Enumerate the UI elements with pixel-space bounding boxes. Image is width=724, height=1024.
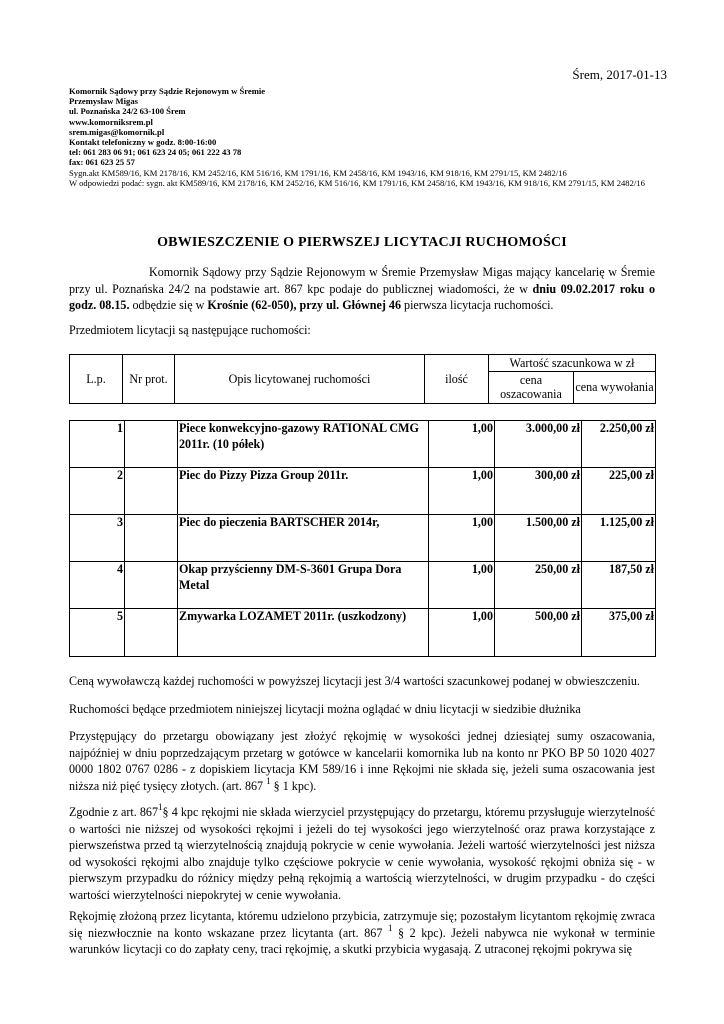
item-description: Piec do Pizzy Pizza Group 2011r.: [178, 468, 429, 515]
item-description: Piec do pieczenia BARTSCHER 2014r,: [178, 515, 429, 562]
document-date: Śrem, 2017-01-13: [572, 67, 667, 82]
intro-paragraph: [69, 264, 655, 314]
item-quantity: 1,00: [429, 468, 495, 515]
item-description: Zmywarka LOZAMET 2011r. (uszkodzony): [178, 609, 429, 657]
item-lp: 3: [70, 515, 125, 562]
item-estimate: 300,00 zł: [495, 468, 582, 515]
reply-references: W odpowiedzi podać: sygn. akt KM589/16, KM 2178/16, KM 2452/16, KM 516/16, KM 1791/16, KM 2458/16, KM 1943/16, KM 918/16, KM 2791/15, KM 2482/16: [69, 177, 645, 188]
creditor-text-2: § 4 kpc rękojmi nie składa wierzyciel przystępujący do przetargu, któremu przysługuje wierzytelność o wartości nie niższej od wysokości rękojmi i jeżeli do tej wysokości jego wierzytelność oraz prawa korzystające z pierwszeństwa przed tą wierzytelnością znajdują pokrycie w cenie wywołania. Jeżeli wartość wierzytelności jest niższa od wysokości rękojmi albo znajduje tylko częściowe pokrycie w cenie wywołania, wysokość rękojmi obniża się - w pierwszym przypadku do różnicy między pełną rękojmią a wartością wierzytelności, w drugim przypadku - do części wartości wierzytelności niepokrytej w cenie wywołania.: [69, 805, 655, 902]
item-starting-price: 1.125,00 zł: [582, 515, 656, 562]
items-table: [69, 420, 656, 657]
col-ilosc: ilość: [425, 355, 489, 404]
office-tel: tel: 061 283 06 91; 061 623 24 05; 061 222 43 78: [69, 147, 242, 158]
intro-text-1: Komornik Sądowy przy Sądzie Rejonowym w Śremie Przemysław Migas mający kancelarię w Śremie przy ul. Poznańska 24/2 na podstawie art. 867 kpc podaje do publicznej wiadomości, że w: [69, 265, 655, 296]
item-nr: [125, 421, 178, 468]
item-starting-price: 375,00 zł: [582, 609, 656, 657]
item-starting-price: 225,00 zł: [582, 468, 656, 515]
col-opis: Opis licytowanej ruchomości: [175, 355, 425, 404]
col-cena-wywolania: cena wywołania: [574, 371, 656, 403]
office-address: ul. Poznańska 24/2 63-100 Śrem: [69, 106, 186, 117]
col-nr-prot: Nr prot.: [123, 355, 175, 404]
creditor-sup: 1: [158, 802, 163, 812]
item-starting-price: 2.250,00 zł: [582, 421, 656, 468]
item-estimate: 250,00 zł: [495, 562, 582, 609]
bailiff-header: [69, 86, 669, 188]
items-table-header: [69, 354, 656, 404]
table-row: [70, 468, 656, 515]
item-description: Okap przyścienny DM-S-3601 Grupa Dora Metal: [178, 562, 429, 609]
phone-hours: Kontakt telefoniczny w godz. 8:00-16:00: [69, 137, 217, 148]
item-estimate: 1.500,00 zł: [495, 515, 582, 562]
item-lp: 2: [70, 468, 125, 515]
return-text-1: Rękojmię złożoną przez licytanta, któremu udzielono przybicia, zatrzymuje się; pozostałym licytantom rękojmię zwraca się niezwłocznie na konto wskazane przez licytanta (art. 867: [69, 909, 655, 940]
col-cena-oszacowania: cena oszacowania: [489, 371, 574, 403]
office-email: srem.migas@komornik.pl: [69, 126, 165, 137]
case-references: Sygn.akt KM589/16, KM 2178/16, KM 2452/16, KM 516/16, KM 1791/16, KM 2458/16, KM 1943/16, KM 918/16, KM 2791/15, KM 2482/16: [69, 167, 567, 178]
creditor-paragraph: [69, 804, 655, 904]
item-starting-price: 187,50 zł: [582, 562, 656, 609]
deposit-sup: 1: [266, 775, 271, 786]
item-nr: [125, 609, 178, 657]
office-website: www.komorniksrem.pl: [69, 116, 153, 127]
deposit-text-1: Przystępujący do przetargu obowiązany jest złożyć rękojmię w wysokości jednej dziesiątej sumy oszacowania, najpóźniej w dniu poprzedzającym przetarg w gotówce w kancelarii komornika lub na konto nr PKO BP 50 1020 4027 0000 1802 0767 0286 - z dopiskiem licytacja KM 589/16 i inne Rękojmi nie składa się, jeżeli suma oszacowania jest niższa niż pięć tysięcy złotych. (art. 867: [69, 729, 655, 793]
office-fax: fax: 061 623 25 57: [69, 157, 135, 168]
col-lp: L.p.: [70, 355, 123, 404]
item-description: Piece konwekcyjno-gazowy RATIONAL CMG 2011r. (10 półek): [178, 421, 429, 468]
item-quantity: 1,00: [429, 421, 495, 468]
col-wartosc: Wartość szacunkowa w zł: [489, 355, 656, 372]
table-row: [70, 421, 656, 468]
item-quantity: 1,00: [429, 562, 495, 609]
item-nr: [125, 515, 178, 562]
table-row: [70, 515, 656, 562]
notice-title: OBWIESZCZENIE O PIERWSZEJ LICYTACJI RUCHOMOŚCI: [157, 235, 567, 250]
item-nr: [125, 562, 178, 609]
item-estimate: 3.000,00 zł: [495, 421, 582, 468]
item-quantity: 1,00: [429, 609, 495, 657]
item-quantity: 1,00: [429, 515, 495, 562]
table-row: [70, 562, 656, 609]
return-text-2: § 2 kpc). Jeżeli nabywca nie wykonał w terminie warunków licytacji co do zapłaty ceny, traci rękojmię, a skutki przybicia wygasają. Z utraconej rękojmi pokrywa się: [69, 925, 656, 957]
table-row: [70, 609, 656, 657]
item-lp: 5: [70, 609, 125, 657]
deposit-text-2: § 1 kpc).: [270, 778, 317, 793]
subject-line: Przedmiotem licytacji są następujące ruchomości:: [69, 323, 311, 337]
item-nr: [125, 468, 178, 515]
return-sup: 1: [387, 922, 393, 933]
item-lp: 1: [70, 421, 125, 468]
creditor-text-1: Zgodnie z art. 867: [69, 805, 159, 819]
viewing-paragraph: Ruchomości będące przedmiotem niniejszej licytacji można oglądać w dniu licytacji w siedzibie dłużnika: [69, 702, 581, 716]
intro-text-3: pierwsza licytacja ruchomości.: [401, 298, 554, 313]
office-name: Komornik Sądowy przy Sądzie Rejonowym w Śremie: [69, 86, 266, 96]
intro-text-2: odbędzie się w: [129, 298, 208, 313]
item-estimate: 500,00 zł: [495, 609, 582, 657]
starting-price-paragraph: Ceną wywoławczą każdej ruchomości w powyższej licytacji jest 3/4 wartości szacunkowej podanej w obwieszczeniu.: [69, 674, 640, 688]
deposit-return-paragraph: [69, 908, 655, 958]
item-lp: 4: [70, 562, 125, 609]
auction-place: Krośnie (62-050), przy ul. Głównej 46: [207, 298, 401, 313]
deposit-paragraph: [69, 728, 655, 794]
bailiff-name: Przemysław Migas: [69, 96, 138, 107]
auction-date: dniu 09.02.2017 roku o godz. 08.15.: [69, 281, 655, 313]
